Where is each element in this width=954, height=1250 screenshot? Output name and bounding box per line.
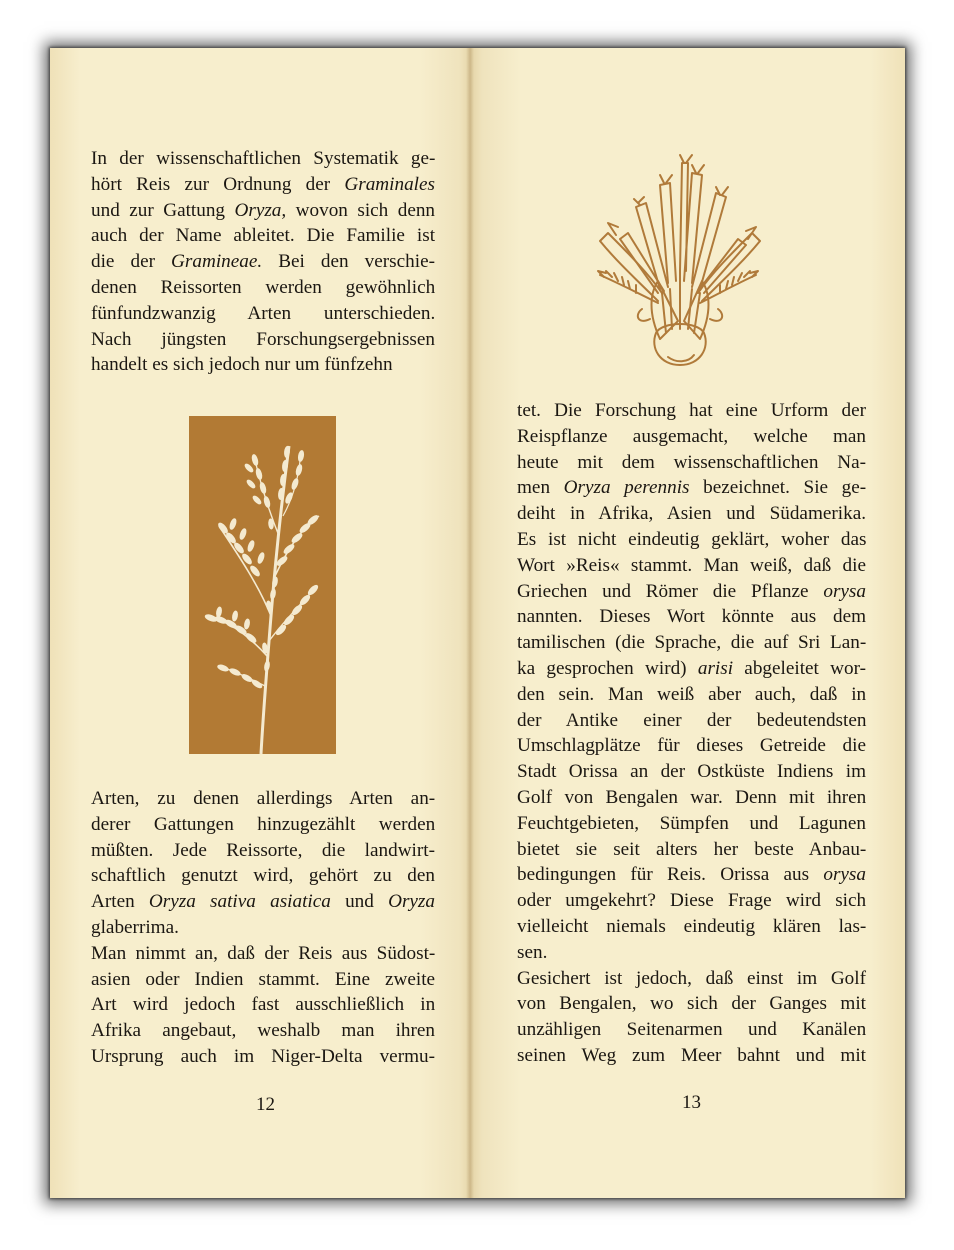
text-segment: ka gesprochen wird) <box>517 657 698 679</box>
text-line <box>91 786 435 812</box>
text-line <box>517 1017 866 1043</box>
text-segment: bietet sie seit alters her beste Anbau- <box>517 838 867 860</box>
text-line <box>91 863 435 889</box>
text-segment: Golf von Bengalen war. Denn mit ihren <box>517 786 867 808</box>
text-line <box>91 812 435 838</box>
text-segment: bezeichnet. Sie ge- <box>689 477 867 499</box>
rice-panicle-icon <box>189 416 336 754</box>
text-line <box>91 352 435 378</box>
text-line <box>517 579 866 605</box>
text-line <box>517 733 866 759</box>
text-segment: der Antike einer der bedeutendsten <box>517 709 867 731</box>
text-segment: die der <box>91 251 172 273</box>
text-segment: sen. <box>517 941 548 963</box>
text-line <box>91 198 435 224</box>
text-line <box>91 889 435 915</box>
text-segment: Afrika angebaut, weshalb man ihren <box>91 1020 435 1042</box>
text-segment: auch der Name ableitet. Die Familie ist <box>91 225 436 247</box>
text-segment: Nach jüngsten Forschungsergebnissen <box>91 328 435 350</box>
text-line <box>517 553 866 579</box>
text-line <box>517 604 866 630</box>
text-segment: glaberrima. <box>91 916 179 938</box>
text-line <box>517 940 866 966</box>
text-line <box>91 301 435 327</box>
text-segment: bedingungen für Reis. Orissa aus <box>517 864 824 886</box>
text-segment: Arten <box>91 891 149 913</box>
text-segment: men <box>517 477 564 499</box>
text-segment: Reispflanze ausgemacht, welche man <box>517 425 866 447</box>
open-book <box>50 48 905 1198</box>
left-page-text-top <box>91 146 435 378</box>
text-segment: handelt es sich jedoch nur um fünfzehn <box>91 354 393 376</box>
text-segment: seinen Weg zum Meer bahnt und mit <box>517 1044 866 1066</box>
text-segment: und zur Gattung <box>91 199 235 221</box>
text-segment: Bei den verschie- <box>262 251 435 273</box>
text-line <box>91 223 435 249</box>
italic-term: orysa <box>823 864 866 886</box>
text-segment: Gesichert ist jedoch, daß einst im Golf <box>517 967 866 989</box>
italic-term: Gramineae. <box>171 251 263 273</box>
text-segment: In der wissenschaftlichen Systematik ge- <box>91 148 436 169</box>
text-segment: oder umgekehrt? Diese Frage wird sich <box>517 890 867 912</box>
text-line <box>91 1044 435 1070</box>
text-line <box>517 1043 866 1069</box>
text-line <box>517 888 866 914</box>
text-segment: den sein. Man weiß aber auch, daß in <box>517 683 867 705</box>
page-number-left: 12 <box>256 1094 275 1115</box>
text-segment: Art wird jedoch fast ausschließlich in <box>91 994 436 1016</box>
italic-term: Oryza <box>388 891 435 913</box>
text-segment: tet. Die Forschung hat eine Urform der <box>517 400 866 421</box>
text-line <box>517 527 866 553</box>
text-line <box>517 424 866 450</box>
italic-term: Graminales <box>344 173 435 195</box>
text-segment: und <box>330 891 389 913</box>
book-gutter <box>466 48 474 1198</box>
text-line <box>517 862 866 888</box>
text-segment: hört Reis zur Ordnung der <box>91 173 345 195</box>
rice-flower-icon <box>588 143 768 368</box>
text-line <box>517 811 866 837</box>
text-line <box>91 275 435 301</box>
text-line <box>517 501 866 527</box>
text-segment: Umschlagplätze für dieses Getreide die <box>517 735 866 757</box>
text-line <box>517 991 866 1017</box>
text-segment: denen Reissorten werden gewöhnlich <box>91 276 436 298</box>
text-line <box>91 967 435 993</box>
rice-panicle-illustration <box>189 416 336 754</box>
text-line <box>91 249 435 275</box>
italic-term: Oryza sativa asiatica <box>148 891 331 913</box>
italic-term: arisi <box>697 657 734 679</box>
left-page <box>50 48 470 1198</box>
text-segment: abgeleitet wor- <box>733 657 866 679</box>
italic-term: Oryza, <box>234 199 287 221</box>
text-line <box>91 941 435 967</box>
text-line <box>91 327 435 353</box>
text-line <box>517 759 866 785</box>
text-segment: fünfundzwanzig Arten unterschieden. <box>91 302 436 324</box>
right-page-text <box>517 398 866 1069</box>
text-line <box>517 656 866 682</box>
left-page-text-bottom <box>91 786 435 1070</box>
text-segment: asien oder Indien stammt. Eine zweite <box>91 968 436 990</box>
text-line <box>517 475 866 501</box>
text-line <box>517 914 866 940</box>
text-line <box>517 398 866 424</box>
text-line <box>517 450 866 476</box>
text-segment: Ursprung auch im Niger-Delta vermu- <box>91 1045 435 1067</box>
text-segment: nannten. Dieses Wort könnte aus dem <box>517 606 867 628</box>
text-segment: vielleicht niemals eindeutig klären las- <box>517 915 867 937</box>
text-segment: schaftlich genutzt wird, gehört zu den <box>91 865 435 887</box>
italic-term: Oryza perennis <box>563 477 690 499</box>
text-segment: von Bengalen, wo sich der Ganges mit <box>517 993 866 1015</box>
text-line <box>517 682 866 708</box>
text-segment: Feuchtgebieten, Sümpfen und Lagunen <box>517 812 866 834</box>
italic-term: orysa <box>823 580 866 602</box>
text-line <box>517 785 866 811</box>
rice-flower-illustration <box>588 143 768 368</box>
text-segment: Wort »Reis« stammt. Man weiß, daß die <box>517 554 866 576</box>
text-segment: deiht in Afrika, Asien und Südamerika. <box>517 503 867 525</box>
text-segment: Stadt Orissa an der Ostküste Indiens im <box>517 761 866 783</box>
text-segment: heute mit dem wissenschaftlichen Na- <box>517 451 867 473</box>
text-line <box>517 630 866 656</box>
text-segment: Es ist nicht eindeutig geklärt, woher das <box>517 528 867 550</box>
text-segment: wovon sich denn <box>286 199 436 221</box>
text-line <box>91 146 435 172</box>
text-segment: Arten, zu denen allerdings Arten an- <box>91 788 436 809</box>
text-segment: tamilischen (die Sprache, die auf Sri Lan- <box>517 632 867 654</box>
text-line <box>91 915 435 941</box>
text-segment: müßten. Jede Reissorte, die landwirt- <box>91 839 435 861</box>
text-line <box>91 172 435 198</box>
text-line <box>517 708 866 734</box>
text-line <box>91 992 435 1018</box>
text-segment: derer Gattungen hinzugezählt werden <box>91 813 436 835</box>
text-line <box>517 966 866 992</box>
text-segment: Man nimmt an, daß der Reis aus Südost- <box>91 942 436 964</box>
page-number-right: 13 <box>682 1092 701 1113</box>
text-line <box>91 838 435 864</box>
text-line <box>91 1018 435 1044</box>
right-page <box>470 48 905 1198</box>
text-line <box>517 837 866 863</box>
text-segment: unzähligen Seitenarmen und Kanälen <box>517 1019 867 1041</box>
text-segment: Griechen und Römer die Pflanze <box>517 580 824 602</box>
